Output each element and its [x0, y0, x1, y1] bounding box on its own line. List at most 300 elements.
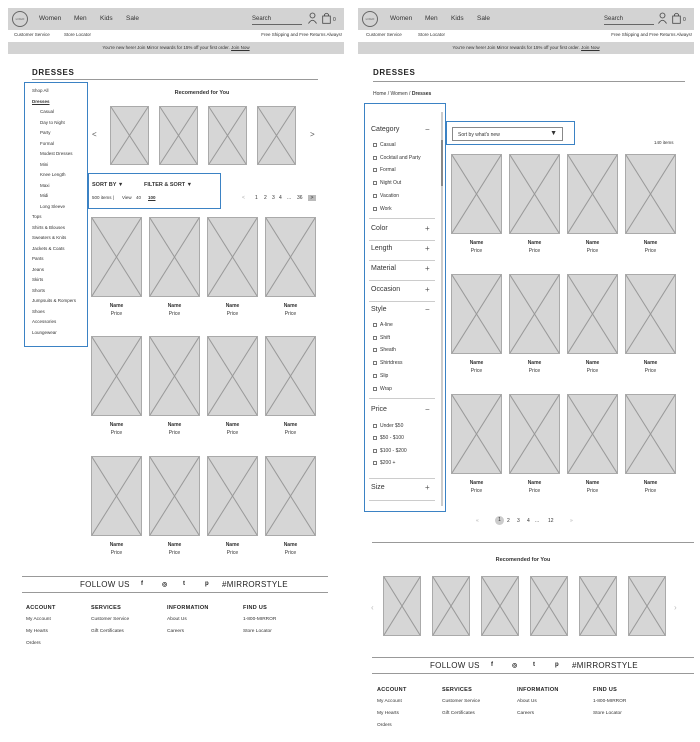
minus-icon[interactable]: − — [425, 405, 430, 414]
image-placeholder-icon — [531, 577, 567, 635]
image-placeholder-icon — [92, 218, 141, 296]
logo[interactable]: LOGO — [12, 11, 28, 27]
footer-link[interactable]: 1-800-MIRROR — [593, 699, 627, 704]
checkbox[interactable] — [373, 181, 377, 185]
recommended-product-image[interactable] — [530, 576, 568, 636]
product-name[interactable]: Name — [585, 360, 600, 366]
page-link[interactable]: 4 — [279, 195, 282, 201]
image-placeholder-icon — [626, 155, 675, 233]
product-name[interactable]: Name — [167, 422, 182, 428]
image-placeholder-icon — [92, 337, 141, 415]
facet-option[interactable]: $50 - $100 — [380, 435, 404, 442]
recommended-product-image[interactable] — [257, 106, 296, 165]
product-price: Price — [168, 311, 181, 317]
page-title: DRESSES — [32, 68, 75, 77]
sidebar-item[interactable]: Jumpsuits & Rompers — [32, 298, 77, 303]
breadcrumb — [373, 91, 431, 97]
image-placeholder-icon — [160, 107, 197, 164]
facet-option[interactable]: $100 - $200 — [380, 447, 407, 454]
sidebar-subitem[interactable]: Midi — [40, 193, 49, 198]
image-placeholder-icon — [482, 577, 518, 635]
hashtag: #MIRRORSTYLE — [572, 661, 638, 670]
recommended-product-image[interactable] — [208, 106, 247, 165]
image-placeholder-icon — [452, 395, 501, 473]
page-link[interactable]: 1 — [255, 195, 258, 201]
divider — [22, 592, 328, 593]
sidebar-item-shop-all[interactable]: Shop All — [32, 88, 49, 93]
product-name[interactable]: Name — [643, 360, 658, 366]
facet-style[interactable]: Style — [371, 306, 387, 313]
nav-kids[interactable]: Kids — [451, 15, 464, 22]
breadcrumb-women[interactable]: Women — [390, 91, 408, 97]
sidebar-item[interactable]: Tops — [32, 214, 42, 219]
facet-option[interactable]: Vacation — [380, 192, 400, 199]
view-label: View — [122, 195, 132, 200]
image-placeholder-icon — [208, 218, 257, 296]
product-image[interactable] — [567, 154, 618, 234]
product-image[interactable] — [451, 394, 502, 474]
promo-text: You're new here! Join Mirror rewards for 15% off your first order. — [102, 45, 230, 50]
product-name[interactable]: Name — [585, 480, 600, 486]
sidebar-subitem[interactable]: Casual — [40, 109, 55, 114]
nav-women[interactable]: Women — [39, 15, 62, 22]
divider — [369, 260, 435, 261]
pinterest-icon[interactable]: p — [205, 581, 209, 587]
divider — [369, 301, 435, 302]
image-placeholder-icon — [568, 155, 617, 233]
page-title: DRESSES — [373, 68, 416, 77]
checkbox[interactable] — [373, 194, 377, 198]
product-price: Price — [226, 311, 239, 317]
divider — [373, 81, 685, 82]
facet-option[interactable]: Work — [380, 205, 392, 212]
sidebar-subitem[interactable]: Day to Night — [40, 119, 65, 125]
checkbox[interactable] — [373, 143, 377, 147]
image-placeholder-icon — [92, 457, 141, 535]
plus-icon[interactable]: + — [425, 483, 430, 492]
sidebar-subitem[interactable]: Knee Length — [40, 172, 66, 177]
checkbox[interactable] — [373, 436, 377, 440]
product-image[interactable] — [625, 394, 676, 474]
product-name[interactable]: Name — [109, 303, 124, 309]
sidebar-subitem[interactable]: Formal — [40, 140, 55, 146]
follow-us-label: FOLLOW US — [80, 580, 130, 589]
footer-link[interactable]: Gift Certificates — [442, 711, 475, 716]
divider — [369, 240, 435, 241]
filter-sort-button[interactable]: FILTER & SORT ▼ — [144, 182, 193, 188]
store-locator-link[interactable]: Store Locator — [64, 32, 92, 37]
bag-count: 0 — [683, 17, 686, 23]
product-price: Price — [168, 550, 181, 556]
product-image[interactable] — [567, 394, 618, 474]
page-link[interactable]: 2 — [507, 518, 510, 524]
product-price: Price — [284, 550, 297, 556]
sort-highlight — [88, 173, 221, 209]
sort-by-label: SORT BY — [92, 182, 117, 188]
product-price: Price — [284, 430, 297, 436]
chevron-down-icon: ▼ — [550, 130, 557, 137]
bag-count: 0 — [333, 17, 336, 23]
footer-link[interactable]: Customer Service — [91, 617, 130, 622]
bag-icon[interactable] — [672, 12, 681, 24]
product-name[interactable]: Name — [109, 542, 124, 548]
product-name[interactable]: Name — [225, 422, 240, 428]
facet-option[interactable]: Shift — [380, 334, 391, 341]
product-image[interactable] — [509, 274, 560, 354]
footer-find-us-heading: FIND US — [243, 605, 268, 611]
divider — [22, 576, 328, 577]
page-ellipsis: ... — [535, 518, 540, 524]
facet-length[interactable]: Length — [371, 245, 393, 252]
customer-service-link[interactable]: Customer Service — [366, 32, 402, 37]
footer-link[interactable]: Careers — [167, 629, 185, 634]
product-name[interactable]: Name — [167, 303, 182, 309]
product-price: Price — [470, 488, 483, 494]
product-image[interactable] — [265, 217, 316, 297]
minus-icon[interactable]: − — [425, 125, 430, 134]
nav-men[interactable]: Men — [425, 15, 438, 22]
product-image[interactable] — [91, 456, 142, 536]
footer-link[interactable]: About Us — [517, 699, 537, 704]
checkbox[interactable] — [373, 424, 377, 428]
recommended-product-image[interactable] — [110, 106, 149, 165]
product-name[interactable]: Name — [109, 422, 124, 428]
product-price: Price — [528, 488, 541, 494]
checkbox[interactable] — [373, 449, 377, 453]
image-placeholder-icon — [568, 275, 617, 353]
product-image[interactable] — [265, 336, 316, 416]
twitter-icon[interactable]: t — [183, 581, 185, 587]
footer-link[interactable]: My Account — [377, 699, 402, 704]
product-name[interactable]: Name — [643, 240, 658, 246]
product-name[interactable]: Name — [167, 542, 182, 548]
product-price: Price — [168, 430, 181, 436]
footer-link[interactable]: My Account — [26, 617, 51, 622]
search-input[interactable]: Search — [252, 16, 272, 22]
sidebar-item[interactable]: Jackets & Coats — [32, 245, 65, 251]
facet-option[interactable]: Formal — [380, 167, 396, 174]
page-link-current[interactable]: 1 — [495, 516, 504, 525]
minus-icon[interactable]: − — [425, 305, 430, 314]
nav-men[interactable]: Men — [74, 15, 87, 22]
product-price: Price — [586, 488, 599, 494]
checkbox[interactable] — [373, 461, 377, 465]
facet-option[interactable]: Shirtdress — [380, 360, 403, 367]
product-name[interactable]: Name — [283, 303, 298, 309]
product-price: Price — [644, 488, 657, 494]
utility-bar — [8, 32, 344, 40]
nav-kids[interactable]: Kids — [100, 15, 113, 22]
product-image[interactable] — [509, 154, 560, 234]
footer-link[interactable]: My Hearts — [26, 629, 48, 634]
product-name[interactable]: Name — [527, 360, 542, 366]
recommended-product-image[interactable] — [481, 576, 519, 636]
checkbox[interactable] — [373, 336, 377, 340]
image-placeholder-icon — [452, 155, 501, 233]
product-price: Price — [226, 430, 239, 436]
sidebar-item[interactable]: Shirts & Blouses — [32, 224, 66, 230]
page-prev-button[interactable]: < — [242, 195, 245, 201]
recommended-product-image[interactable] — [432, 576, 470, 636]
facebook-icon[interactable]: f — [141, 581, 143, 587]
image-placeholder-icon — [510, 275, 559, 353]
recommended-title: Recomended for You — [495, 557, 551, 563]
sidebar-subitem[interactable]: Party — [40, 130, 51, 135]
follow-us-label: FOLLOW US — [430, 661, 480, 670]
product-name[interactable]: Name — [283, 422, 298, 428]
sidebar-item[interactable]: Jeans — [32, 266, 45, 272]
divider — [369, 398, 435, 399]
product-name[interactable]: Name — [527, 240, 542, 246]
sidebar-subitem[interactable]: Long Sleeve — [40, 203, 66, 209]
footer-link[interactable]: Careers — [517, 711, 535, 716]
page-link[interactable]: 2 — [264, 195, 267, 201]
product-image[interactable] — [207, 217, 258, 297]
product-image[interactable] — [509, 394, 560, 474]
product-image[interactable] — [207, 456, 258, 536]
product-price: Price — [644, 248, 657, 254]
product-price: Price — [586, 248, 599, 254]
sidebar-item-dresses[interactable]: Dresses — [32, 98, 50, 104]
image-placeholder-icon — [433, 577, 469, 635]
recommended-product-image[interactable] — [579, 576, 617, 636]
facet-color[interactable]: Color — [371, 225, 388, 232]
product-image[interactable] — [625, 274, 676, 354]
divider — [369, 478, 435, 479]
product-image[interactable] — [149, 456, 200, 536]
image-placeholder-icon — [510, 155, 559, 233]
facet-option[interactable]: Under $50 — [380, 423, 404, 429]
product-price: Price — [110, 550, 123, 556]
page-next-button[interactable]: » — [570, 518, 573, 524]
footer-services-heading: SERVICES — [442, 687, 473, 693]
facet-material[interactable]: Material — [371, 265, 396, 272]
product-image[interactable] — [91, 336, 142, 416]
plus-icon[interactable]: + — [425, 224, 430, 233]
facet-option[interactable]: A-line — [380, 322, 393, 328]
facebook-icon[interactable]: f — [491, 662, 493, 668]
product-price: Price — [528, 368, 541, 374]
search-underline — [252, 24, 302, 25]
facet-option[interactable]: Night Out — [380, 180, 402, 187]
checkbox[interactable] — [373, 323, 377, 327]
sidebar-subitem[interactable]: Mini — [40, 161, 49, 167]
checkbox[interactable] — [373, 348, 377, 352]
twitter-icon[interactable]: t — [533, 662, 535, 668]
product-image[interactable] — [567, 274, 618, 354]
plus-icon[interactable]: + — [425, 285, 430, 294]
divider — [369, 280, 435, 281]
nav-sale[interactable]: Sale — [126, 15, 140, 22]
user-icon[interactable] — [658, 12, 667, 24]
page-next-button[interactable]: > — [308, 195, 316, 201]
items-count: 140 items — [654, 140, 674, 145]
sidebar-subitem[interactable]: Maxi — [40, 182, 50, 188]
checkbox[interactable] — [373, 156, 377, 160]
footer-link[interactable]: Orders — [377, 723, 392, 728]
page-prev-button[interactable]: « — [476, 518, 479, 524]
recommended-product-image[interactable] — [628, 576, 666, 636]
checkbox[interactable] — [373, 387, 377, 391]
footer-link[interactable]: Store Locator — [243, 629, 272, 634]
image-placeholder-icon — [626, 395, 675, 473]
promo-text: You're new here! Join Mirror rewards for 15% off your first order. — [452, 45, 580, 50]
customer-service-link[interactable]: Customer Service — [14, 32, 50, 37]
checkbox[interactable] — [373, 361, 377, 365]
recommended-product-image[interactable] — [383, 576, 421, 636]
image-placeholder-icon — [629, 577, 665, 635]
nav-women[interactable]: Women — [390, 15, 413, 22]
page-link[interactable]: 4 — [527, 518, 530, 524]
recommended-title: Recomended for You — [174, 90, 230, 96]
sidebar-item[interactable]: Loungewear — [32, 329, 57, 335]
image-placeholder-icon — [568, 395, 617, 473]
footer-link[interactable]: Customer Service — [442, 699, 481, 704]
footer-information-heading: INFORMATION — [517, 687, 559, 693]
checkbox[interactable] — [373, 374, 377, 378]
page-link[interactable]: 3 — [272, 195, 275, 201]
search-underline — [604, 24, 654, 25]
image-placeholder-icon — [111, 107, 148, 164]
footer-link[interactable]: My Hearts — [377, 711, 399, 716]
footer-find-us-heading: FIND US — [593, 687, 618, 693]
product-price: Price — [110, 311, 123, 317]
recommended-product-image[interactable] — [159, 106, 198, 165]
page-link[interactable]: 12 — [548, 518, 554, 524]
breadcrumb-current: Dresses — [411, 91, 432, 97]
header-bar — [8, 8, 344, 30]
product-image[interactable] — [207, 336, 258, 416]
product-name[interactable]: Name — [469, 240, 484, 246]
facet-category[interactable]: Category — [371, 126, 400, 133]
image-placeholder-icon — [384, 577, 420, 635]
facet-option[interactable]: Casual — [380, 142, 396, 148]
filter-sort-label: FILTER & SORT — [144, 182, 186, 188]
product-name[interactable]: Name — [225, 303, 240, 309]
product-price: Price — [644, 368, 657, 374]
sidebar-item[interactable]: Accessories — [32, 319, 57, 324]
product-image[interactable] — [451, 154, 502, 234]
plus-icon[interactable]: + — [425, 264, 430, 273]
product-image[interactable] — [149, 217, 200, 297]
product-name[interactable]: Name — [283, 542, 298, 548]
promo-banner — [358, 42, 694, 54]
nav-sale[interactable]: Sale — [477, 15, 491, 22]
sidebar-item[interactable]: Sweaters & Knits — [32, 235, 67, 240]
user-icon[interactable] — [308, 12, 317, 24]
image-placeholder-icon — [266, 218, 315, 296]
instagram-icon[interactable]: ◎ — [512, 663, 518, 669]
store-locator-link[interactable]: Store Locator — [418, 32, 446, 37]
facet-option[interactable]: Cocktail and Party — [380, 154, 421, 161]
sidebar-item[interactable]: Skirts — [32, 277, 44, 282]
product-price: Price — [284, 311, 297, 317]
product-image[interactable] — [451, 274, 502, 354]
search-input[interactable]: Search — [604, 16, 624, 22]
checkbox[interactable] — [373, 168, 377, 172]
product-name[interactable]: Name — [643, 480, 658, 486]
facet-price[interactable]: Price — [371, 406, 387, 413]
sidebar-subitem[interactable]: Modest Dresses — [40, 151, 73, 156]
product-price: Price — [226, 550, 239, 556]
facet-option[interactable]: Slip — [380, 372, 389, 379]
facet-option[interactable]: Wrap — [380, 385, 392, 392]
divider — [372, 542, 694, 543]
footer-information-heading: INFORMATION — [167, 605, 209, 611]
bag-icon[interactable] — [322, 12, 331, 24]
sort-select[interactable] — [452, 127, 563, 141]
image-placeholder-icon — [266, 337, 315, 415]
join-now-link[interactable]: Join Now — [581, 45, 600, 50]
page-link[interactable]: 3 — [517, 518, 520, 524]
instagram-icon[interactable]: ◎ — [162, 582, 168, 588]
product-price: Price — [470, 368, 483, 374]
pinterest-icon[interactable]: p — [555, 662, 559, 668]
breadcrumb-home[interactable]: Home — [373, 91, 387, 97]
view-40-link[interactable]: 40 — [136, 195, 142, 200]
product-name[interactable]: Name — [585, 240, 600, 246]
join-now-link[interactable]: Join Now — [231, 45, 250, 50]
sidebar-item[interactable]: Shorts — [32, 287, 46, 293]
image-placeholder-icon — [452, 275, 501, 353]
facet-size[interactable]: Size — [371, 484, 385, 491]
product-image[interactable] — [149, 336, 200, 416]
sort-by-button[interactable]: SORT BY ▼ — [92, 182, 124, 188]
product-name[interactable]: Name — [225, 542, 240, 548]
footer-link[interactable]: Gift Certificates — [91, 629, 124, 634]
breadcrumb-separator: / — [409, 91, 411, 97]
carousel-next-button[interactable]: › — [674, 603, 677, 612]
image-placeholder-icon — [150, 457, 199, 535]
image-placeholder-icon — [150, 218, 199, 296]
filter-scrollbar-thumb[interactable] — [441, 140, 443, 186]
plus-icon[interactable]: + — [425, 244, 430, 253]
footer-link[interactable]: About Us — [167, 617, 187, 622]
carousel-next-button[interactable]: > — [310, 130, 315, 139]
product-image[interactable] — [91, 217, 142, 297]
footer-link[interactable]: Store Locator — [593, 711, 622, 716]
facet-occasion[interactable]: Occasion — [371, 286, 401, 293]
product-name[interactable]: Name — [469, 480, 484, 486]
sidebar-item[interactable]: Shoes — [32, 308, 45, 314]
footer-link[interactable]: Orders — [26, 641, 41, 646]
facet-option[interactable]: Sheath — [380, 347, 396, 354]
sidebar-item[interactable]: Pants — [32, 256, 44, 261]
image-placeholder-icon — [208, 337, 257, 415]
product-price: Price — [586, 368, 599, 374]
view-100-link[interactable]: 100 — [148, 195, 156, 200]
logo[interactable]: LOGO — [362, 11, 378, 27]
page-link[interactable]: 36 — [297, 195, 303, 201]
facet-option[interactable]: $200 + — [380, 459, 396, 466]
product-image[interactable] — [625, 154, 676, 234]
utility-bar — [358, 32, 694, 40]
items-count: 500 items | — [92, 195, 114, 200]
carousel-prev-button[interactable]: < — [92, 130, 97, 139]
footer-link[interactable]: 1-800-MIRROR — [243, 617, 277, 622]
sort-select-value: Sort by what's new — [458, 132, 500, 138]
image-placeholder-icon — [208, 457, 257, 535]
shipping-message: Free Shipping and Free Returns Always! — [611, 32, 692, 37]
divider — [372, 657, 694, 658]
product-name[interactable]: Name — [527, 480, 542, 486]
product-name[interactable]: Name — [469, 360, 484, 366]
divider — [369, 500, 435, 501]
checkbox[interactable] — [373, 207, 377, 211]
carousel-prev-button[interactable]: ‹ — [371, 603, 374, 612]
divider — [369, 218, 435, 219]
product-image[interactable] — [265, 456, 316, 536]
